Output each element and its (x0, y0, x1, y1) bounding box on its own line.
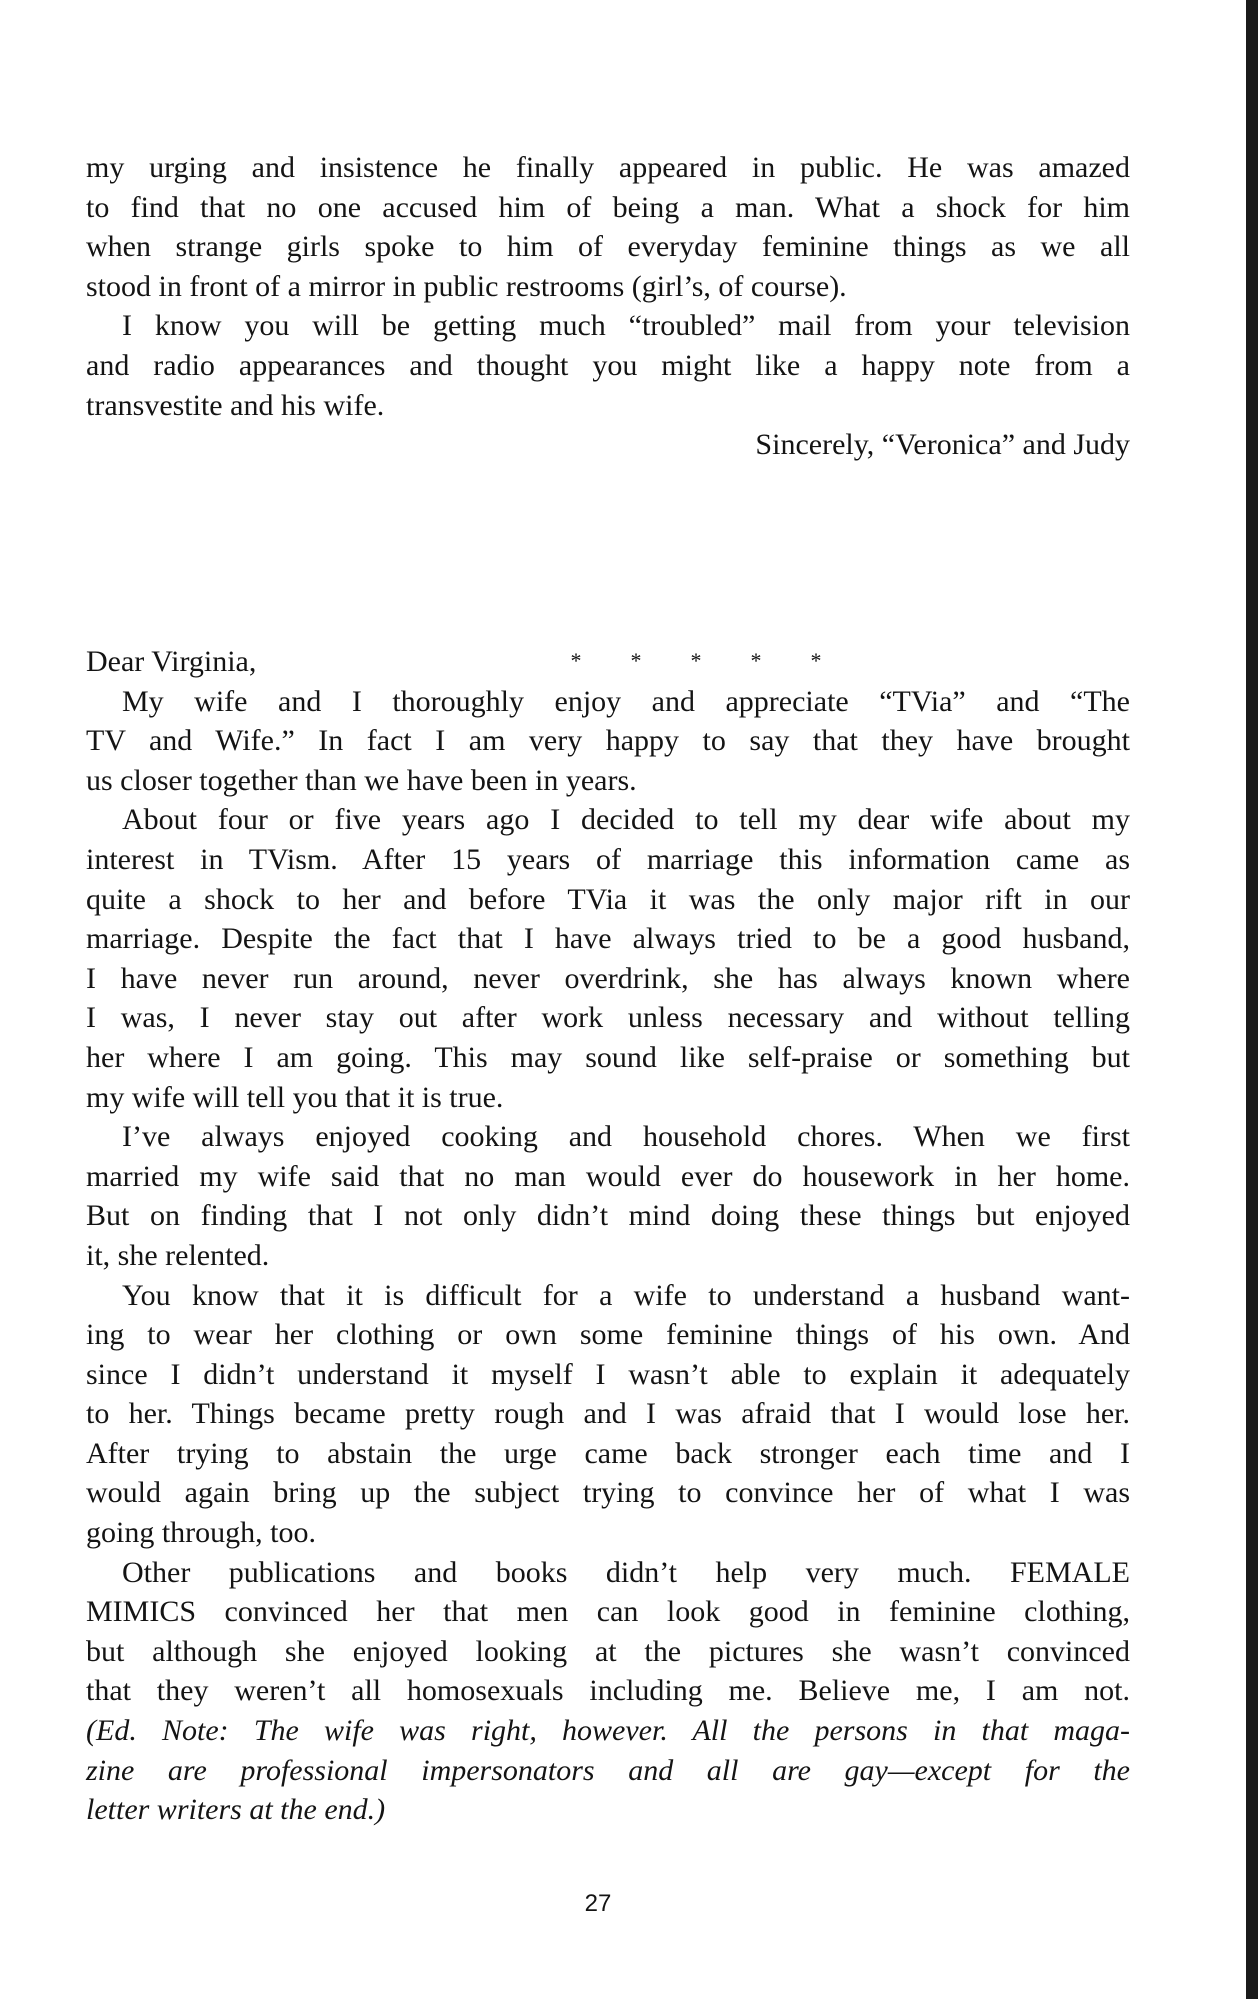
text-line: TV and Wife.” In fact I am very happy to say that they have brought (86, 724, 1130, 758)
text-line: I’ve always enjoyed cooking and household chores. When we first (122, 1120, 1130, 1154)
text-line: but although she enjoyed looking at the pictures she wasn’t convinced (86, 1634, 1130, 1668)
page-body (86, 148, 1130, 1827)
text-line: going through, too. (86, 1516, 316, 1550)
text-line: to her. Things became pretty rough and I was afraid that I would lose her. (86, 1397, 1130, 1431)
page-number: 27 (584, 1890, 612, 1917)
separator-asterisk: * (690, 648, 702, 673)
text-line: and radio appearances and thought you might like a happy note from a (86, 348, 1130, 382)
text-line: my urging and insistence he finally appeared in public. He was amazed (86, 151, 1130, 184)
text-line: would again bring up the subject trying to convince her of what I was (86, 1476, 1130, 1510)
text-line: I was, I never stay out after work unless necessary and without telling (86, 1001, 1130, 1035)
text-line: You know that it is difficult for a wife to understand a husband want- (122, 1278, 1130, 1312)
text-line: Dear Virginia, (86, 645, 257, 678)
page-edge-rule (1246, 0, 1258, 1999)
text-line: Sincerely, “Veronica” and Judy (755, 428, 1130, 462)
text-line: since I didn’t understand it myself I wasn’t able to explain it adequately (86, 1357, 1130, 1391)
text-line: that they weren’t all homosexuals including me. Believe me, I am not. (86, 1674, 1130, 1708)
separator-asterisk: * (570, 648, 582, 673)
text-line: quite a shock to her and before TVia it was the only major rift in our (86, 882, 1130, 916)
text-line: letter writers at the end.) (86, 1793, 386, 1827)
separator-asterisk: * (750, 648, 762, 673)
text-line: But on finding that I not only didn’t mind doing these things but enjoyed (86, 1199, 1130, 1233)
text-line: About four or five years ago I decided to tell my dear wife about my (122, 803, 1130, 837)
separator-asterisk: * (630, 648, 642, 673)
text-line: her where I am going. This may sound like self-praise or something but (86, 1040, 1130, 1074)
text-line: married my wife said that no man would ever do housework in her home. (86, 1159, 1130, 1193)
text-line: to find that no one accused him of being a man. What a shock for him (86, 190, 1130, 224)
text-line: MIMICS convinced her that men can look good in feminine clothing, (86, 1595, 1130, 1629)
text-line: ing to wear her clothing or own some feminine things of his own. And (86, 1318, 1130, 1352)
text-line: stood in front of a mirror in public restrooms (girl’s, of course). (86, 269, 847, 303)
text-line: I know you will be getting much “troubled” mail from your television (122, 309, 1130, 343)
text-line: interest in TVism. After 15 years of marriage this information came as (86, 842, 1130, 876)
text-line: I have never run around, never overdrink, she has always known where (86, 961, 1130, 995)
text-line: My wife and I thoroughly enjoy and appreciate “TVia” and “The (122, 684, 1130, 718)
text-line: my wife will tell you that it is true. (86, 1080, 504, 1114)
text-line: it, she relented. (86, 1238, 270, 1272)
separator-asterisk: * (810, 648, 822, 673)
text-line: (Ed. Note: The wife was right, however. All the persons in that maga- (86, 1714, 1130, 1748)
text-line: marriage. Despite the fact that I have always tried to be a good husband, (86, 922, 1130, 956)
text-line: us closer together than we have been in years. (86, 763, 637, 797)
letter-section (86, 642, 1130, 1830)
text-line: when strange girls spoke to him of everyday feminine things as we all (86, 230, 1130, 264)
text-line: zine are professional impersonators and all are gay—except for the (86, 1753, 1130, 1787)
text-line: transvestite and his wife. (86, 388, 385, 422)
letter-closing-section (86, 148, 1130, 465)
text-line: After trying to abstain the urge came back stronger each time and I (86, 1436, 1130, 1470)
text-line: Other publications and books didn’t help very much. FEMALE (122, 1555, 1130, 1589)
